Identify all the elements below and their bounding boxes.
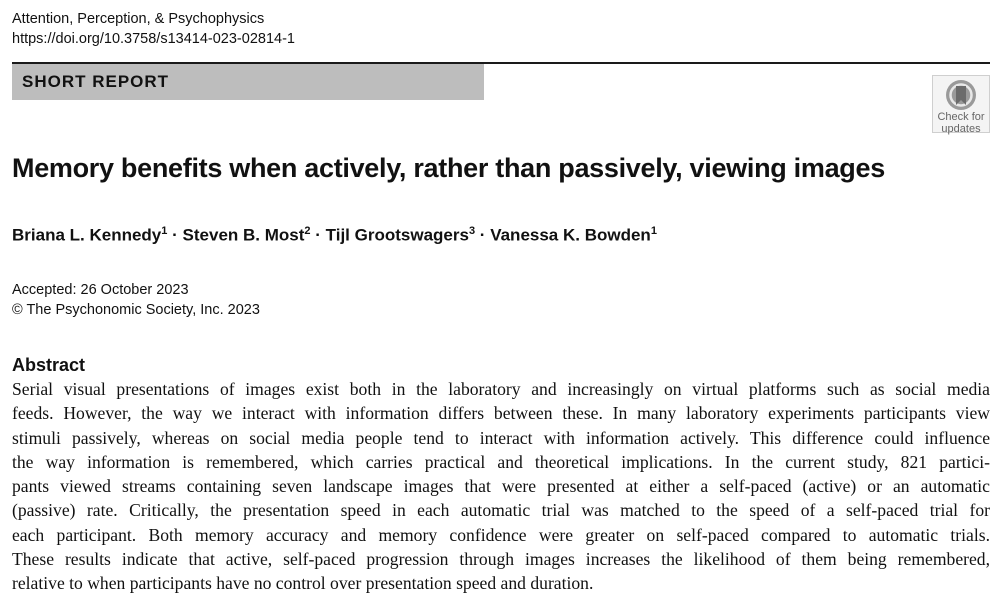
abstract-line: each participant. Both memory accuracy and memory confidence were greater on self-paced compared to automatic trials.	[12, 524, 990, 545]
abstract-line: the way information is remembered, which carries practical and theoretical implications. In the current study, 821 partici-	[12, 451, 990, 472]
section-label: SHORT REPORT	[12, 64, 484, 100]
accepted-date: Accepted: 26 October 2023	[12, 282, 189, 298]
abstract-line: Serial visual presentations of images exist both in the laboratory and increasingly on virtual platforms such as social media	[12, 379, 990, 399]
check-line1: Check for	[937, 111, 985, 123]
bookmark-icon	[945, 79, 977, 111]
author-affiliation: 3	[468, 225, 476, 237]
article-meta	[12, 280, 260, 320]
author-affiliation: 1	[161, 225, 168, 237]
journal-name: Attention, Perception, & Psychophysics	[12, 11, 265, 27]
copyright-notice: © The Psychonomic Society, Inc. 2023	[12, 302, 260, 318]
author-separator: ·	[479, 225, 486, 245]
abstract-line: These results indicate that active, self-paced progression through images increases the likelihood of them being remembered,	[12, 549, 990, 570]
abstract-line: relative to when participants have no control over presentation speed and duration.	[12, 573, 594, 594]
article-title: Memory benefits when actively, rather than passively, viewing images	[12, 153, 885, 183]
author-name[interactable]: Vanessa K. Bowden	[490, 225, 651, 245]
author-name[interactable]: Briana L. Kennedy	[12, 225, 162, 245]
check-line2: updates	[941, 123, 981, 135]
author-separator: ·	[315, 225, 321, 245]
abstract-heading: Abstract	[12, 355, 86, 375]
check-for-updates-button[interactable]	[932, 75, 990, 133]
abstract-line: stimuli passively, whereas on social media people tend to interact with information actively. This difference could influence	[12, 427, 990, 448]
abstract-line: pants viewed streams containing seven landscape images that were presented at either a self-paced (active) or an automatic	[12, 476, 990, 497]
abstract-line: feeds. However, the way we interact with information differs between these. In many laboratory experiments participants view	[12, 403, 990, 424]
author-affiliation: 1	[650, 225, 657, 237]
abstract-body	[12, 377, 990, 596]
author-separator: ·	[172, 225, 178, 245]
abstract-line: (passive) rate. Critically, the presentation speed in each automatic trial was matched to the speed of a self-paced trial for	[12, 500, 990, 521]
author-name[interactable]: Tijl Grootswagers	[325, 225, 469, 245]
author-name[interactable]: Steven B. Most	[182, 225, 305, 245]
author-affiliation: 2	[304, 225, 311, 237]
doi-link[interactable]: https://doi.org/10.3758/s13414-023-02814-1	[12, 31, 295, 47]
journal-header	[12, 9, 295, 49]
author-list	[12, 218, 657, 249]
